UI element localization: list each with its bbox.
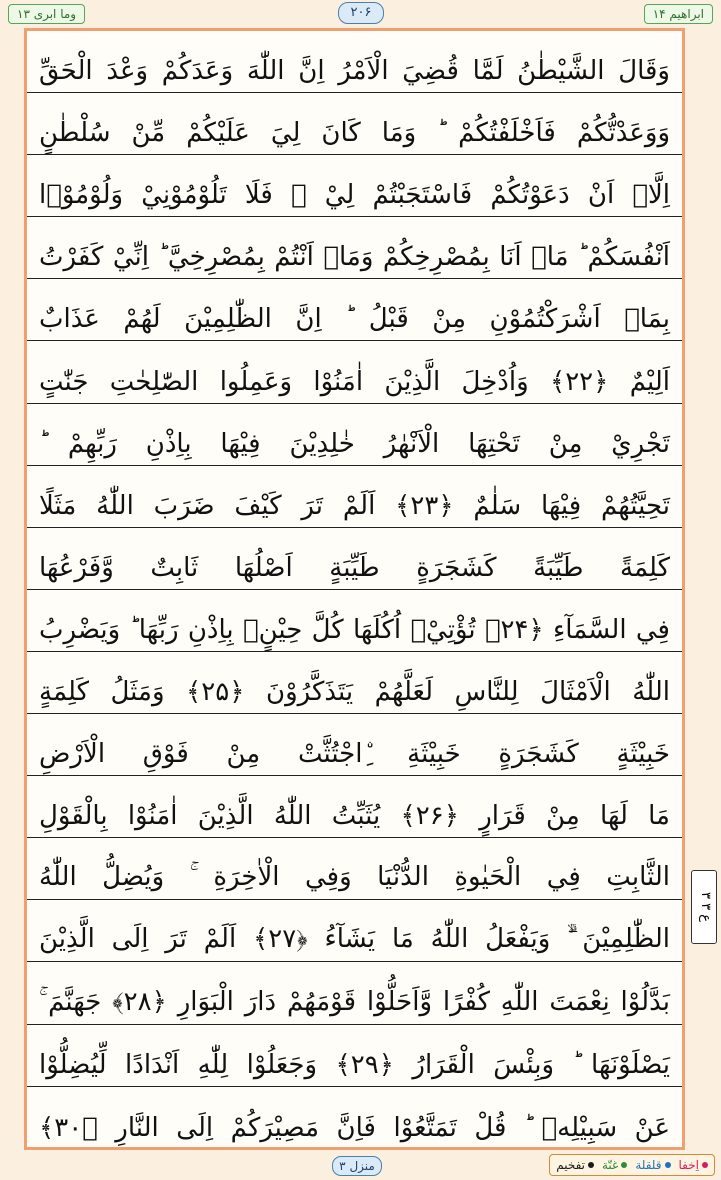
text-line (27, 31, 682, 93)
text-line (27, 652, 682, 714)
line-text: بَدَّلُوْا نِعْمَتَ اللّٰهِ كُفْرًا وَّاَحَلُّوْا قَوْمَهُمْ دَارَ الْبَوَارِ ﴿۲۸﴾ جَهَنَّمَ ۚ (39, 986, 670, 1017)
text-line (27, 466, 682, 528)
manzil-label: منزل ۳ (332, 1156, 382, 1176)
text-line (27, 341, 682, 403)
text-line (27, 528, 682, 590)
line-text: فِي السَّمَآءِ ﴿۲۴﴾ تُؤْتِيْۤ اُكُلَهَا كُلَّ حِيْنٍۭ بِاِذْنِ رَبِّهَا ؕ وَيَضْرِبُ (39, 614, 670, 645)
surah-tag: ابراھیم ۱۴ (644, 4, 713, 24)
line-text: اِلَّاۤ اَنْ دَعَوْتُكُمْ فَاسْتَجَبْتُمْ لِيْ ۚ فَلَا تَلُوْمُوْنِيْ وَلُوْمُوْۤا (39, 180, 670, 211)
line-text: مَا لَهَا مِنْ قَرَارٍ ﴿۲۶﴾ يُثَبِّتُ اللّٰهُ الَّذِيْنَ اٰمَنُوْا بِالْقَوْلِ (39, 801, 670, 832)
line-text: بِمَاۤ اَشْرَكْتُمُوْنِ مِنْ قَبْلُ ؕ اِنَّ الظّٰلِمِيْنَ لَهُمْ عَذَابٌ (39, 304, 670, 335)
page-header (0, 0, 721, 28)
text-line (27, 714, 682, 776)
line-text: تَحِيَّتُهُمْ فِيْهَا سَلٰمٌ ﴿۲۳﴾ اَلَمْ تَرَ كَيْفَ ضَرَبَ اللّٰهُ مَثَلًا (39, 490, 670, 521)
line-text: وَقَالَ الشَّيْطٰنُ لَمَّا قُضِيَ الْاَمْرُ اِنَّ اللّٰهَ وَعَدَكُمْ وَعْدَ الْحَقِّ (39, 56, 670, 87)
text-line (27, 217, 682, 279)
line-text: اَلِيْمٌ ﴿۲۲﴾ وَاُدْخِلَ الَّذِيْنَ اٰمَنُوْا وَعَمِلُوا الصّٰلِحٰتِ جَنّٰتٍ (39, 366, 670, 397)
legend-dot-icon (621, 1162, 627, 1168)
legend-dot-icon (588, 1162, 594, 1168)
page-footer (0, 1150, 721, 1180)
line-text: اللّٰهُ الْاَمْثَالَ لِلنَّاسِ لَعَلَّهُمْ يَتَذَكَّرُوْنَ ﴿۲۵﴾ وَمَثَلُ كَلِمَةٍ (39, 677, 670, 708)
page-number: ۲۰۶ (338, 2, 384, 24)
legend-item (556, 1158, 594, 1172)
line-text: اَنْفُسَكُمْ ؕ مَاۤ اَنَا بِمُصْرِخِكُمْ وَمَاۤ اَنْتُمْ بِمُصْرِخِيَّ ؕ اِنِّيْ كَفَرْتُ (39, 242, 670, 273)
line-text: تَجْرِيْ مِنْ تَحْتِهَا الْاَنْهٰرُ خٰلِدِيْنَ فِيْهَا بِاِذْنِ رَبِّهِمْ ؕ (39, 428, 670, 459)
text-frame (24, 28, 685, 1150)
tajweed-legend (549, 1154, 715, 1176)
text-line (27, 93, 682, 155)
legend-item (679, 1158, 708, 1172)
legend-dot-icon (702, 1162, 708, 1168)
text-line (27, 900, 682, 962)
legend-label: تفخیم (556, 1158, 585, 1172)
line-text: خَبِيْثَةٍ كَشَجَرَةٍ خَبِيْثَةِ ِۨاجْتُثَّتْ مِنْ فَوْقِ الْاَرْضِ (39, 739, 670, 770)
text-line (27, 404, 682, 466)
text-line (27, 838, 682, 900)
text-line (27, 590, 682, 652)
line-text: الثَّابِتِ فِي الْحَيٰوةِ الدُّنْيَا وَفِي الْاٰخِرَةِ ۚ وَيُضِلُّ اللّٰهُ (39, 862, 670, 893)
juz-tag: وما ابری ۱۳ (8, 4, 85, 24)
line-text: وَوَعَدْتُّكُمْ فَاَخْلَفْتُكُمْ ؕ وَمَا كَانَ لِيَ عَلَيْكُمْ مِّنْ سُلْطٰنٍ (39, 118, 670, 149)
text-line (27, 962, 682, 1024)
legend-item (635, 1158, 670, 1172)
text-line (27, 279, 682, 341)
line-text: كَلِمَةً طَيِّبَةً كَشَجَرَةٍ طَيِّبَةٍ اَصْلُهَا ثَابِتٌ وَّفَرْعُهَا (39, 552, 670, 583)
text-line (27, 1025, 682, 1087)
line-text: يَصْلَوْنَهَا ؕ وَبِئْسَ الْقَرَارُ ﴿۲۹﴾ وَجَعَلُوْا لِلّٰهِ اَنْدَادًا لِّيُضِلُّوْا (39, 1049, 670, 1080)
legend-label: اِخفا (678, 1158, 699, 1172)
text-line (27, 155, 682, 217)
ruku-marker: ۳ ع ۳ (691, 870, 717, 944)
line-text: الظّٰلِمِيْنَ ۙۗ وَيَفْعَلُ اللّٰهُ مَا يَشَآءُ ﴿۲۷﴾ اَلَمْ تَرَ اِلَى الَّذِيْنَ (39, 924, 670, 955)
text-line (27, 1087, 682, 1149)
legend-item (602, 1158, 627, 1172)
line-text: عَنْ سَبِيْلِهٖ ؕ قُلْ تَمَتَّعُوْا فَاِنَّ مَصِيْرَكُمْ اِلَى النَّارِ ﴿۳۰﴾ (39, 1112, 670, 1143)
legend-label: قلقلة (635, 1158, 662, 1172)
legend-dot-icon (665, 1162, 671, 1168)
text-line (27, 776, 682, 838)
legend-label: غنّة (601, 1158, 619, 1172)
